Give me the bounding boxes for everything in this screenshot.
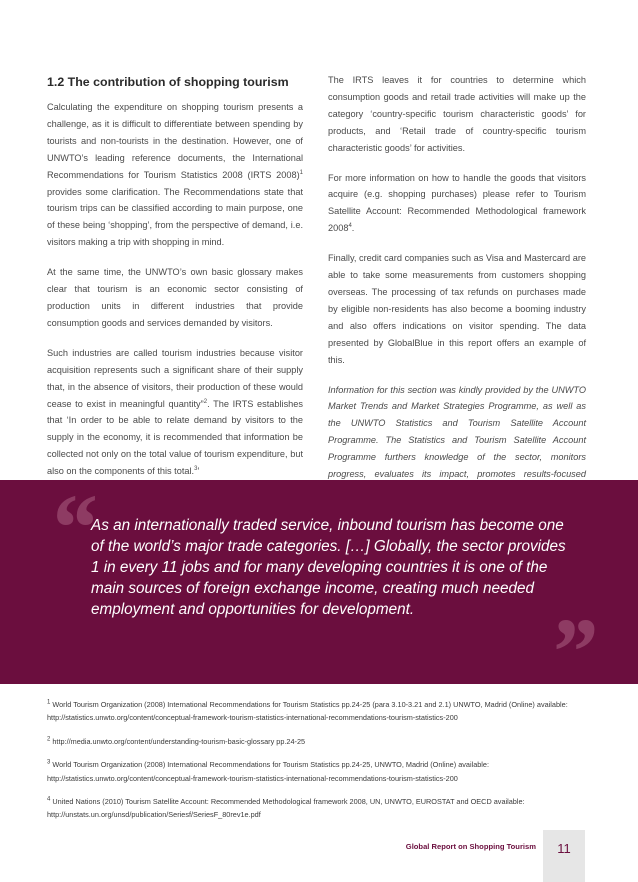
paragraph-text: ’: [197, 466, 200, 477]
footnote-ref: 4: [348, 223, 352, 230]
paragraph-text: Such industries are called tourism industries because visitor acquisition represents such a significant share of their supply that, in the absence of visitors, their production of these would cease to exist in meaningful quantity”: [47, 347, 303, 409]
footnote-number: 2: [47, 736, 51, 743]
report-title-footer: Global Report on Shopping Tourism: [405, 842, 536, 851]
paragraph: At the same time, the UNWTO’s own basic glossary makes clear that tourism is an economic sector consisting of production units in different industries that provide consumption goods and services demanded by visitors.: [47, 267, 303, 328]
footnote: [47, 795, 591, 822]
open-quote-icon: “: [48, 474, 96, 581]
right-column: [328, 72, 586, 530]
acknowledgement-note: Information for this section was kindly provided by the UNWTO Market Trends and Market Strategies Programme, as well as the UNWTO Statistics and Tourism Satellite Account Programme. The Statistics and Tourism Satellite Account Programme furthers knowledge of the sector, monitors progress, evaluates its impact, promotes results-focused: [328, 384, 586, 480]
paragraph-text: For more information on how to handle the goods that visitors acquire (e.g. shopping purchases) please refer to Tourism Satellite Account: Recommended Methodological framework 2008: [328, 172, 586, 234]
paragraph: [47, 345, 303, 480]
footnote-number: 1: [47, 699, 51, 706]
paragraph-text: provides some clarification. The Recommendations state that tourism trips can be classified according to main purpose, one of these being ‘shopping’, from the perspective of demand, i.e. visitors making a trip with shopping in mind.: [47, 186, 303, 248]
footnote-number: 4: [47, 796, 51, 803]
footnote-number: 3: [47, 759, 51, 766]
footnote-ref: 2: [203, 398, 208, 405]
paragraph: [328, 170, 586, 238]
pull-quote-text: As an internationally traded service, inbound tourism has become one of the world’s major trade categories. […] Globally, the sector provides 1 in every 11 jobs and for many developing countries it is one of the main sources of foreign exchange income, creating much needed employment and opportunities for development.: [91, 517, 566, 618]
footnotes: [47, 698, 591, 832]
page-number: 11: [557, 841, 571, 856]
paragraph-text: Calculating the expenditure on shopping tourism presents a challenge, as it is difficult to differentiate between spending by tourists and non-tourists in the destination. However, one of UNWTO’s leading reference documents, the International Recommendations for Tourism Statistics 2008 (IRTS 2008): [47, 102, 303, 180]
left-column: [47, 74, 303, 493]
page-number-tab: [543, 830, 585, 882]
footnote: [47, 735, 591, 748]
footnote: [47, 698, 591, 725]
footnote: [47, 758, 591, 785]
paragraph: Finally, credit card companies such as Visa and Mastercard are able to take some measurements from customers shopping overseas. The processing of tax refunds on purchases made by eligible non-residents has also become a booming industry and also offers indications on visitor spending. The data presented by GlobalBlue in this report offers an example of this.: [328, 253, 586, 365]
footnote-text: United Nations (2010) Tourism Satellite Account: Recommended Methodological framework 2008, UN, UNWTO, EUROSTAT and OECD available: http://unstats.un.org/unsd/publication/Seriesf/SeriesF_80rev1e.pdf: [47, 797, 525, 820]
close-quote-icon: ”: [548, 598, 596, 705]
section-heading: 1.2 The contribution of shopping tourism: [47, 75, 289, 89]
paragraph: The IRTS leaves it for countries to determine which consumption goods and retail trade activities will make up the category ‘country-specific tourism characteristic goods’ for products, and ‘Retail trade of country-specific tourism characteristic goods’ for activities.: [328, 75, 586, 153]
footnote-text: World Tourism Organization (2008) International Recommendations for Tourism Statistics pp.24-25 (para 3.10-3.21 and 2.1) UNWTO, Madrid (Online) available: http://statistics.unwto.org/content/conceptual-framework-tourism-statistics-international-recommendations-tourism-statistics-200: [47, 700, 568, 723]
paragraph-text: . The IRTS establishes that ‘In order to be able to relate demand by visitors to the supply in the economy, it is recommended that information be collected not only on the total value of tourism expenditure, but also on the components of this total.: [47, 398, 303, 477]
footnote-text: http://media.unwto.org/content/understanding-tourism-basic-glossary pp.24-25: [50, 736, 306, 746]
footnote-ref: 1: [299, 169, 303, 176]
paragraph: [47, 99, 303, 251]
footnote-ref: 3: [194, 466, 198, 473]
footnote-text: World Tourism Organization (2008) International Recommendations for Tourism Statistics pp.24-25, UNWTO, Madrid (Online) available: http://statistics.unwto.org/content/conceptual-framework-tourism-statistics-international-recommendations-tourism-statistics-200: [47, 760, 490, 783]
paragraph-text: .: [351, 223, 355, 234]
